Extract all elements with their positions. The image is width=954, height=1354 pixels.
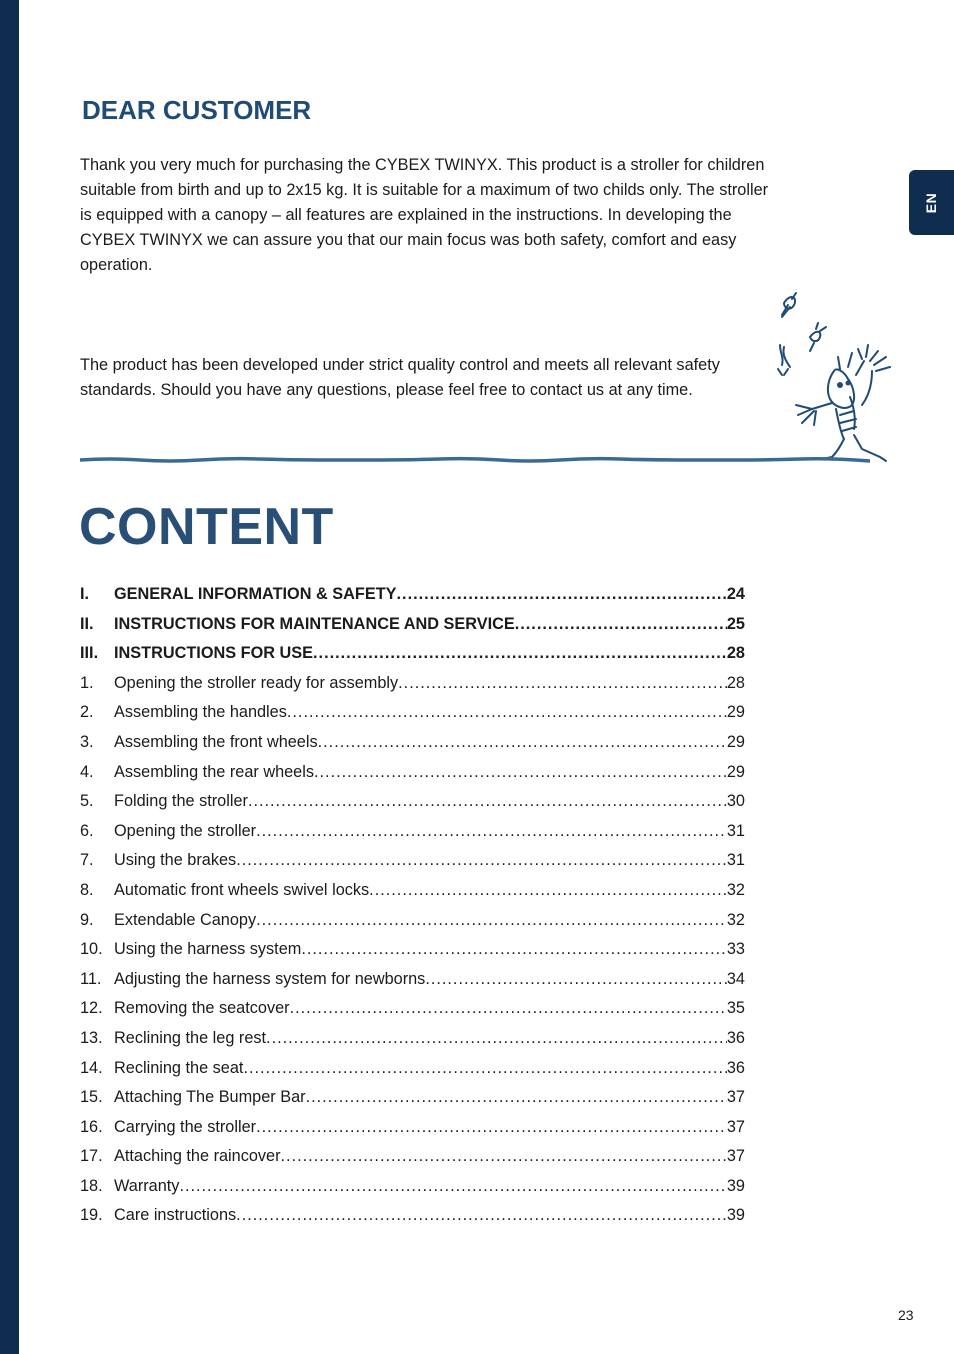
toc-entry-title: Assembling the handles — [114, 703, 287, 722]
toc-entry-leader — [236, 1206, 727, 1225]
toc-entry-title: Assembling the front wheels — [114, 732, 318, 751]
toc-entry-leader — [314, 763, 727, 782]
toc-entry-leader — [290, 999, 727, 1018]
toc-entry-number: 14. — [80, 1058, 103, 1077]
toc-entry-leader — [318, 733, 727, 752]
toc-entry-leader — [301, 940, 727, 959]
toc-entry-number: 9. — [80, 910, 94, 929]
language-tab — [909, 170, 954, 235]
toc-entry[interactable] — [80, 1029, 745, 1059]
toc-entry-page: 37 — [726, 1147, 745, 1166]
toc-entry-number: 4. — [80, 762, 94, 781]
toc-entry-title: Attaching The Bumper Bar — [114, 1088, 306, 1107]
toc-entry-leader — [248, 792, 727, 811]
toc-entry-page: 28 — [726, 644, 745, 663]
toc-entry[interactable] — [80, 644, 745, 674]
toc-entry-number: 6. — [80, 821, 94, 840]
toc-entry-title: GENERAL INFORMATION & SAFETY — [114, 585, 397, 603]
toc-entry-number: 13. — [80, 1028, 103, 1047]
toc-entry[interactable] — [80, 999, 745, 1029]
decorative-wave-line — [80, 454, 870, 466]
toc-entry[interactable] — [80, 792, 745, 822]
toc-entry-leader — [398, 674, 727, 693]
toc-entry-page: 37 — [726, 1088, 745, 1107]
toc-entry[interactable] — [80, 763, 745, 793]
page-heading: DEAR CUSTOMER — [82, 95, 312, 125]
content-title: CONTENT — [79, 498, 334, 556]
toc-entry[interactable] — [80, 1206, 745, 1236]
toc-entry-number: 19. — [80, 1206, 103, 1225]
toc-entry-page: 33 — [726, 940, 745, 959]
toc-entry-number: 16. — [80, 1117, 103, 1136]
toc-entry-page: 35 — [726, 999, 745, 1018]
toc-entry-page: 36 — [726, 1058, 745, 1077]
toc-entry-page: 28 — [726, 673, 745, 692]
toc-entry-title: Using the brakes — [114, 851, 237, 870]
toc-entry[interactable] — [80, 1177, 745, 1207]
toc-entry-number: 10. — [80, 940, 103, 959]
toc-entry-leader — [243, 1059, 726, 1078]
toc-entry-title: Reclining the leg rest — [114, 1028, 267, 1047]
toc-entry-page: 30 — [726, 792, 745, 811]
toc-entry-leader — [397, 585, 727, 604]
toc-entry-title: Opening the stroller ready for assembly — [114, 673, 399, 692]
juggler-illustration — [770, 285, 900, 467]
toc-entry-number: 2. — [80, 703, 94, 722]
toc-entry[interactable] — [80, 585, 745, 615]
toc-entry-number: 7. — [80, 851, 94, 870]
toc-entry-number: 11. — [80, 969, 102, 988]
toc-entry-title: Removing the seatcover — [114, 999, 290, 1018]
toc-entry[interactable] — [80, 703, 745, 733]
toc-entry-title: Automatic front wheels swivel locks — [114, 880, 370, 899]
toc-entry-title: Opening the stroller — [114, 821, 257, 840]
toc-entry-title: INSTRUCTIONS FOR USE — [114, 644, 314, 663]
toc-entry-title: Care instructions — [114, 1206, 237, 1225]
toc-entry-leader — [179, 1177, 726, 1196]
toc-entry-title: Extendable Canopy — [114, 910, 257, 929]
toc-entry-number: 1. — [80, 673, 94, 692]
toc-entry-title: Reclining the seat — [114, 1058, 244, 1077]
table-of-contents — [80, 585, 745, 1236]
toc-entry-title: Warranty — [114, 1176, 180, 1195]
toc-entry[interactable] — [80, 1059, 745, 1089]
toc-entry-number: I. — [80, 585, 90, 603]
toc-entry[interactable] — [80, 970, 745, 1000]
toc-entry-page: 32 — [726, 910, 745, 929]
toc-entry-page: 39 — [726, 1206, 745, 1225]
quality-paragraph: The product has been developed under strict quality control and meets all relevant safety standards. Should you have any questions, please feel free to contact us at any time. — [80, 356, 720, 399]
toc-entry-page: 32 — [726, 880, 745, 899]
toc-entry-leader — [256, 1118, 727, 1137]
toc-entry[interactable] — [80, 733, 745, 763]
toc-entry-leader — [256, 822, 727, 841]
toc-entry-leader — [369, 881, 727, 900]
toc-entry-page: 29 — [726, 703, 745, 722]
toc-entry-title: Assembling the rear wheels — [114, 762, 314, 781]
page-number: 23 — [898, 1307, 914, 1323]
toc-entry[interactable] — [80, 615, 745, 645]
toc-entry-leader — [266, 1029, 727, 1048]
toc-entry[interactable] — [80, 940, 745, 970]
toc-entry-leader — [256, 911, 727, 930]
toc-entry-page: 29 — [726, 762, 745, 781]
toc-entry-number: 15. — [80, 1088, 103, 1107]
toc-entry-page: 34 — [726, 969, 745, 988]
toc-entry[interactable] — [80, 881, 745, 911]
toc-entry-title: Carrying the stroller — [114, 1117, 257, 1136]
toc-entry-page: 37 — [726, 1117, 745, 1136]
toc-entry[interactable] — [80, 822, 745, 852]
toc-entry-number: 12. — [80, 999, 103, 1018]
toc-entry-number: 17. — [80, 1147, 103, 1166]
toc-entry-leader — [313, 644, 727, 663]
toc-entry-title: Adjusting the harness system for newborns — [114, 969, 426, 988]
toc-entry-page: 36 — [726, 1028, 745, 1047]
toc-entry[interactable] — [80, 674, 745, 704]
toc-entry[interactable] — [80, 1147, 745, 1177]
toc-entry-page: 31 — [726, 821, 745, 840]
toc-entry-number: II. — [80, 614, 94, 633]
toc-entry[interactable] — [80, 1088, 745, 1118]
toc-entry-page: 39 — [726, 1176, 745, 1195]
toc-entry-leader — [515, 615, 727, 634]
toc-entry-title: Folding the stroller — [114, 792, 248, 811]
toc-entry-page: 29 — [726, 732, 745, 751]
toc-entry[interactable] — [80, 1118, 745, 1148]
toc-entry[interactable] — [80, 851, 745, 881]
toc-entry-number: 5. — [80, 792, 94, 811]
toc-entry-title: Using the harness system — [114, 940, 302, 959]
intro-paragraph: Thank you very much for purchasing the CYBEX TWINYX. This product is a stroller for children suitable from birth and up to 2x15 kg. It is suitable for a maximum of two childs only. The stroller is equipped with a canopy – all features are explained in the instructions. In developing the CYBEX TWINYX we can assure you that our main focus was both safety, comfort and easy operation. — [80, 156, 769, 274]
toc-entry-leader — [236, 851, 727, 870]
toc-entry[interactable] — [80, 911, 745, 941]
side-bar — [0, 0, 19, 1354]
language-tab-label: EN — [923, 192, 940, 213]
toc-entry-leader — [306, 1088, 727, 1107]
toc-entry-page: 25 — [726, 614, 745, 633]
toc-entry-leader — [281, 1147, 727, 1166]
toc-entry-number: 8. — [80, 880, 94, 899]
toc-entry-leader — [425, 970, 727, 989]
toc-entry-number: III. — [80, 644, 99, 663]
toc-entry-page: 31 — [726, 851, 745, 870]
toc-entry-leader — [287, 703, 727, 722]
toc-entry-title: INSTRUCTIONS FOR MAINTENANCE AND SERVICE — [114, 614, 515, 633]
toc-entry-number: 3. — [80, 732, 94, 751]
toc-entry-page: 24 — [726, 585, 745, 603]
toc-entry-number: 18. — [80, 1176, 103, 1195]
toc-entry-title: Attaching the raincover — [114, 1147, 281, 1166]
